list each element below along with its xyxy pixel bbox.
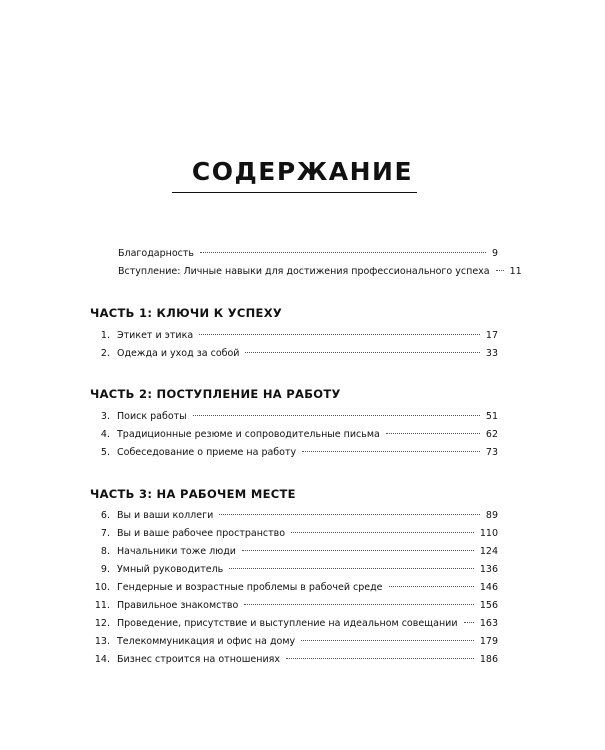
toc-entry-chapter-13[interactable] [90,634,498,650]
dot-leader [389,586,474,587]
toc-entry-text: Традиционные резюме и сопроводительные письма [117,429,380,440]
dot-leader [199,334,480,335]
chapter-number: 9. [100,564,110,575]
toc-entry-text: Гендерные и возрастные проблемы в рабочей среде [117,582,383,593]
toc-entry-page: 110 [479,528,498,539]
toc-entry-page: 156 [479,600,498,611]
chapter-number: 8. [100,546,110,557]
dot-leader [496,270,504,271]
toc-entry-text: Вы и ваше рабочее пространство [117,528,286,539]
chapter-number: 2. [100,348,110,359]
toc-entry-page: 124 [479,546,498,557]
dot-leader [464,622,474,623]
toc-entry-chapter-14[interactable] [90,652,498,668]
toc-entry-page: 163 [479,618,498,629]
toc-entry-chapter-7[interactable] [90,526,498,542]
toc-entry-chapter-4[interactable] [90,427,498,443]
toc-entry-chapter-11[interactable] [90,598,498,614]
dot-leader [200,252,486,253]
toc-entry-text: Этикет и этика [117,330,194,341]
toc-entry-text: Проведение, присутствие и выступление на идеальном совещании [117,618,458,629]
chapter-number: 12. [94,618,110,629]
toc-entry-text: Благодарность [118,248,195,259]
part-2-heading[interactable]: ЧАСТЬ 2: ПОСТУПЛЕНИЕ НА РАБОТУ [90,387,341,401]
dot-leader [242,550,474,551]
toc-entry-text: Умный руководитель [117,564,224,575]
dot-leader [193,415,480,416]
dot-leader [244,604,474,605]
toc-entry-page: 146 [479,582,498,593]
toc-entry-text: Телекоммуникация и офис на дому [117,636,296,647]
chapter-number: 1. [100,330,110,341]
toc-entry-text: Вступление: Личные навыки для достижения профессионального успеха [118,266,490,277]
toc-entry-page: 89 [485,510,498,521]
chapter-number: 3. [100,411,110,422]
dot-leader [245,352,479,353]
chapter-number: 7. [100,528,110,539]
toc-entry-text: Бизнес строится на отношениях [117,654,280,665]
dot-leader [286,658,474,659]
toc-entry-chapter-2[interactable] [90,346,498,362]
toc-entry-chapter-9[interactable] [90,562,498,578]
toc-entry-introduction[interactable] [118,264,522,280]
page-title: СОДЕРЖАНИЕ [191,157,414,186]
toc-entry-chapter-10[interactable] [90,580,498,596]
dot-leader [302,451,480,452]
chapter-number: 11. [94,600,110,611]
toc-entry-page: 136 [479,564,498,575]
toc-entry-page: 73 [485,447,498,458]
toc-entry-text: Собеседование о приеме на работу [117,447,297,458]
toc-entry-page: 33 [485,348,498,359]
dot-leader [301,640,474,641]
toc-entry-text: Начальники тоже люди [117,546,236,557]
chapter-number: 4. [100,429,110,440]
chapter-number: 6. [100,510,110,521]
toc-entry-acknowledgements[interactable] [118,246,498,262]
toc-entry-page: 62 [485,429,498,440]
toc-entry-chapter-12[interactable] [90,616,498,632]
dot-leader [219,514,480,515]
toc-entry-page: 11 [509,266,522,277]
toc-entry-text: Поиск работы [117,411,187,422]
title-underline [172,192,417,193]
chapter-number: 14. [94,654,110,665]
toc-entry-page: 179 [479,636,498,647]
chapter-number: 10. [94,582,110,593]
dot-leader [229,568,474,569]
toc-entry-text: Одежда и уход за собой [117,348,240,359]
part-1-heading[interactable]: ЧАСТЬ 1: КЛЮЧИ К УСПЕХУ [90,306,283,320]
toc-entry-text: Вы и ваши коллеги [117,510,214,521]
dot-leader [291,532,474,533]
toc-entry-chapter-3[interactable] [90,409,498,425]
part-3-heading[interactable]: ЧАСТЬ 3: НА РАБОЧЕМ МЕСТЕ [90,487,296,501]
toc-entry-chapter-5[interactable] [90,445,498,461]
toc-entry-chapter-6[interactable] [90,508,498,524]
toc-entry-page: 186 [479,654,498,665]
toc-entry-page: 9 [491,248,498,259]
toc-entry-page: 51 [485,411,498,422]
dot-leader [386,433,480,434]
chapter-number: 13. [94,636,110,647]
toc-entry-page: 17 [485,330,498,341]
toc-entry-chapter-1[interactable] [90,328,498,344]
chapter-number: 5. [100,447,110,458]
toc-entry-chapter-8[interactable] [90,544,498,560]
toc-entry-text: Правильное знакомство [117,600,239,611]
